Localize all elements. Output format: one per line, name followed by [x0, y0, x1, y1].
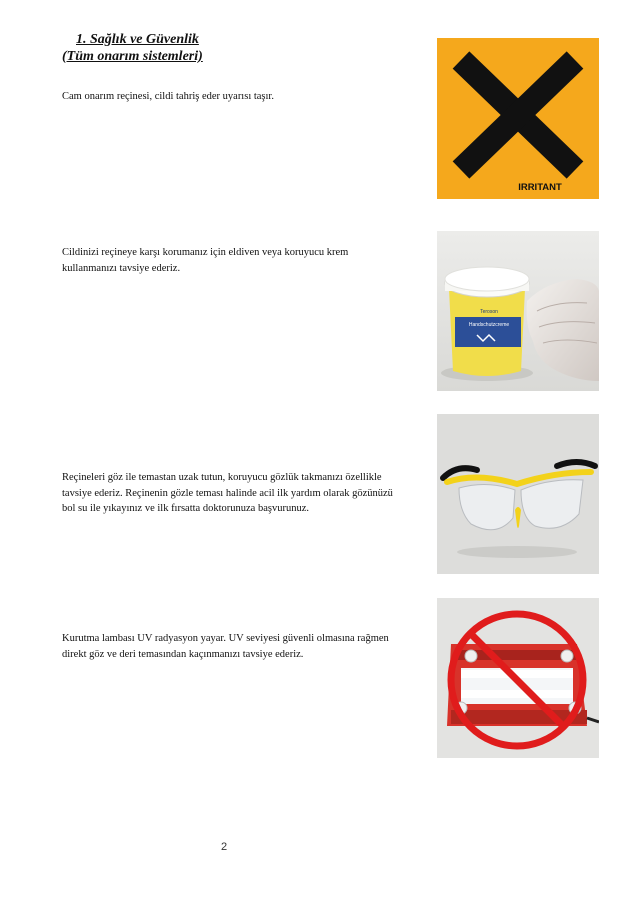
cream-jar-brand: Teroson — [480, 309, 498, 315]
section-subtitle: (Tüm onarım sistemleri) — [62, 49, 203, 64]
irritant-hazard-sign — [437, 38, 599, 199]
gloves-advice-text: Cildinizi reçineye karşı korumanız için eldiven veya koruyucu krem kullanmanızı tavsiye ederiz. — [62, 247, 349, 274]
irritant-label: IRRITANT — [518, 182, 562, 193]
uv-lamp-prohibited-photo — [437, 598, 599, 758]
cream-jar-text: Handschutzcreme — [468, 322, 510, 328]
uv-lamp-warning-text: Kurutma lambası UV radyasyon yayar. UV seviyesi güvenli olmasına rağmen direkt göz ve deri temasından kaçınmanızı tavsiye ederiz. — [62, 633, 389, 660]
safety-glasses-photo — [437, 414, 599, 574]
section-heading — [62, 31, 203, 65]
page-number: 2 — [220, 841, 228, 853]
section-title: 1. Sağlık ve Güvenlik — [76, 32, 199, 47]
eye-protection-text: Reçineleri göz ile temastan uzak tutun, koruyucu gözlük takmanızı özellikle tavsiye ederiz. Reçinenin gözle teması halinde acil ilk yardım olarak gözünüzü bol su ile yıkayınız ve ilk fırsatta doktorunuza başvurunuz. — [62, 472, 393, 514]
protective-cream-photo — [437, 231, 599, 391]
irritant-warning-text: Cam onarım reçinesi, cildi tahriş eder uyarısı taşır. — [62, 91, 274, 102]
